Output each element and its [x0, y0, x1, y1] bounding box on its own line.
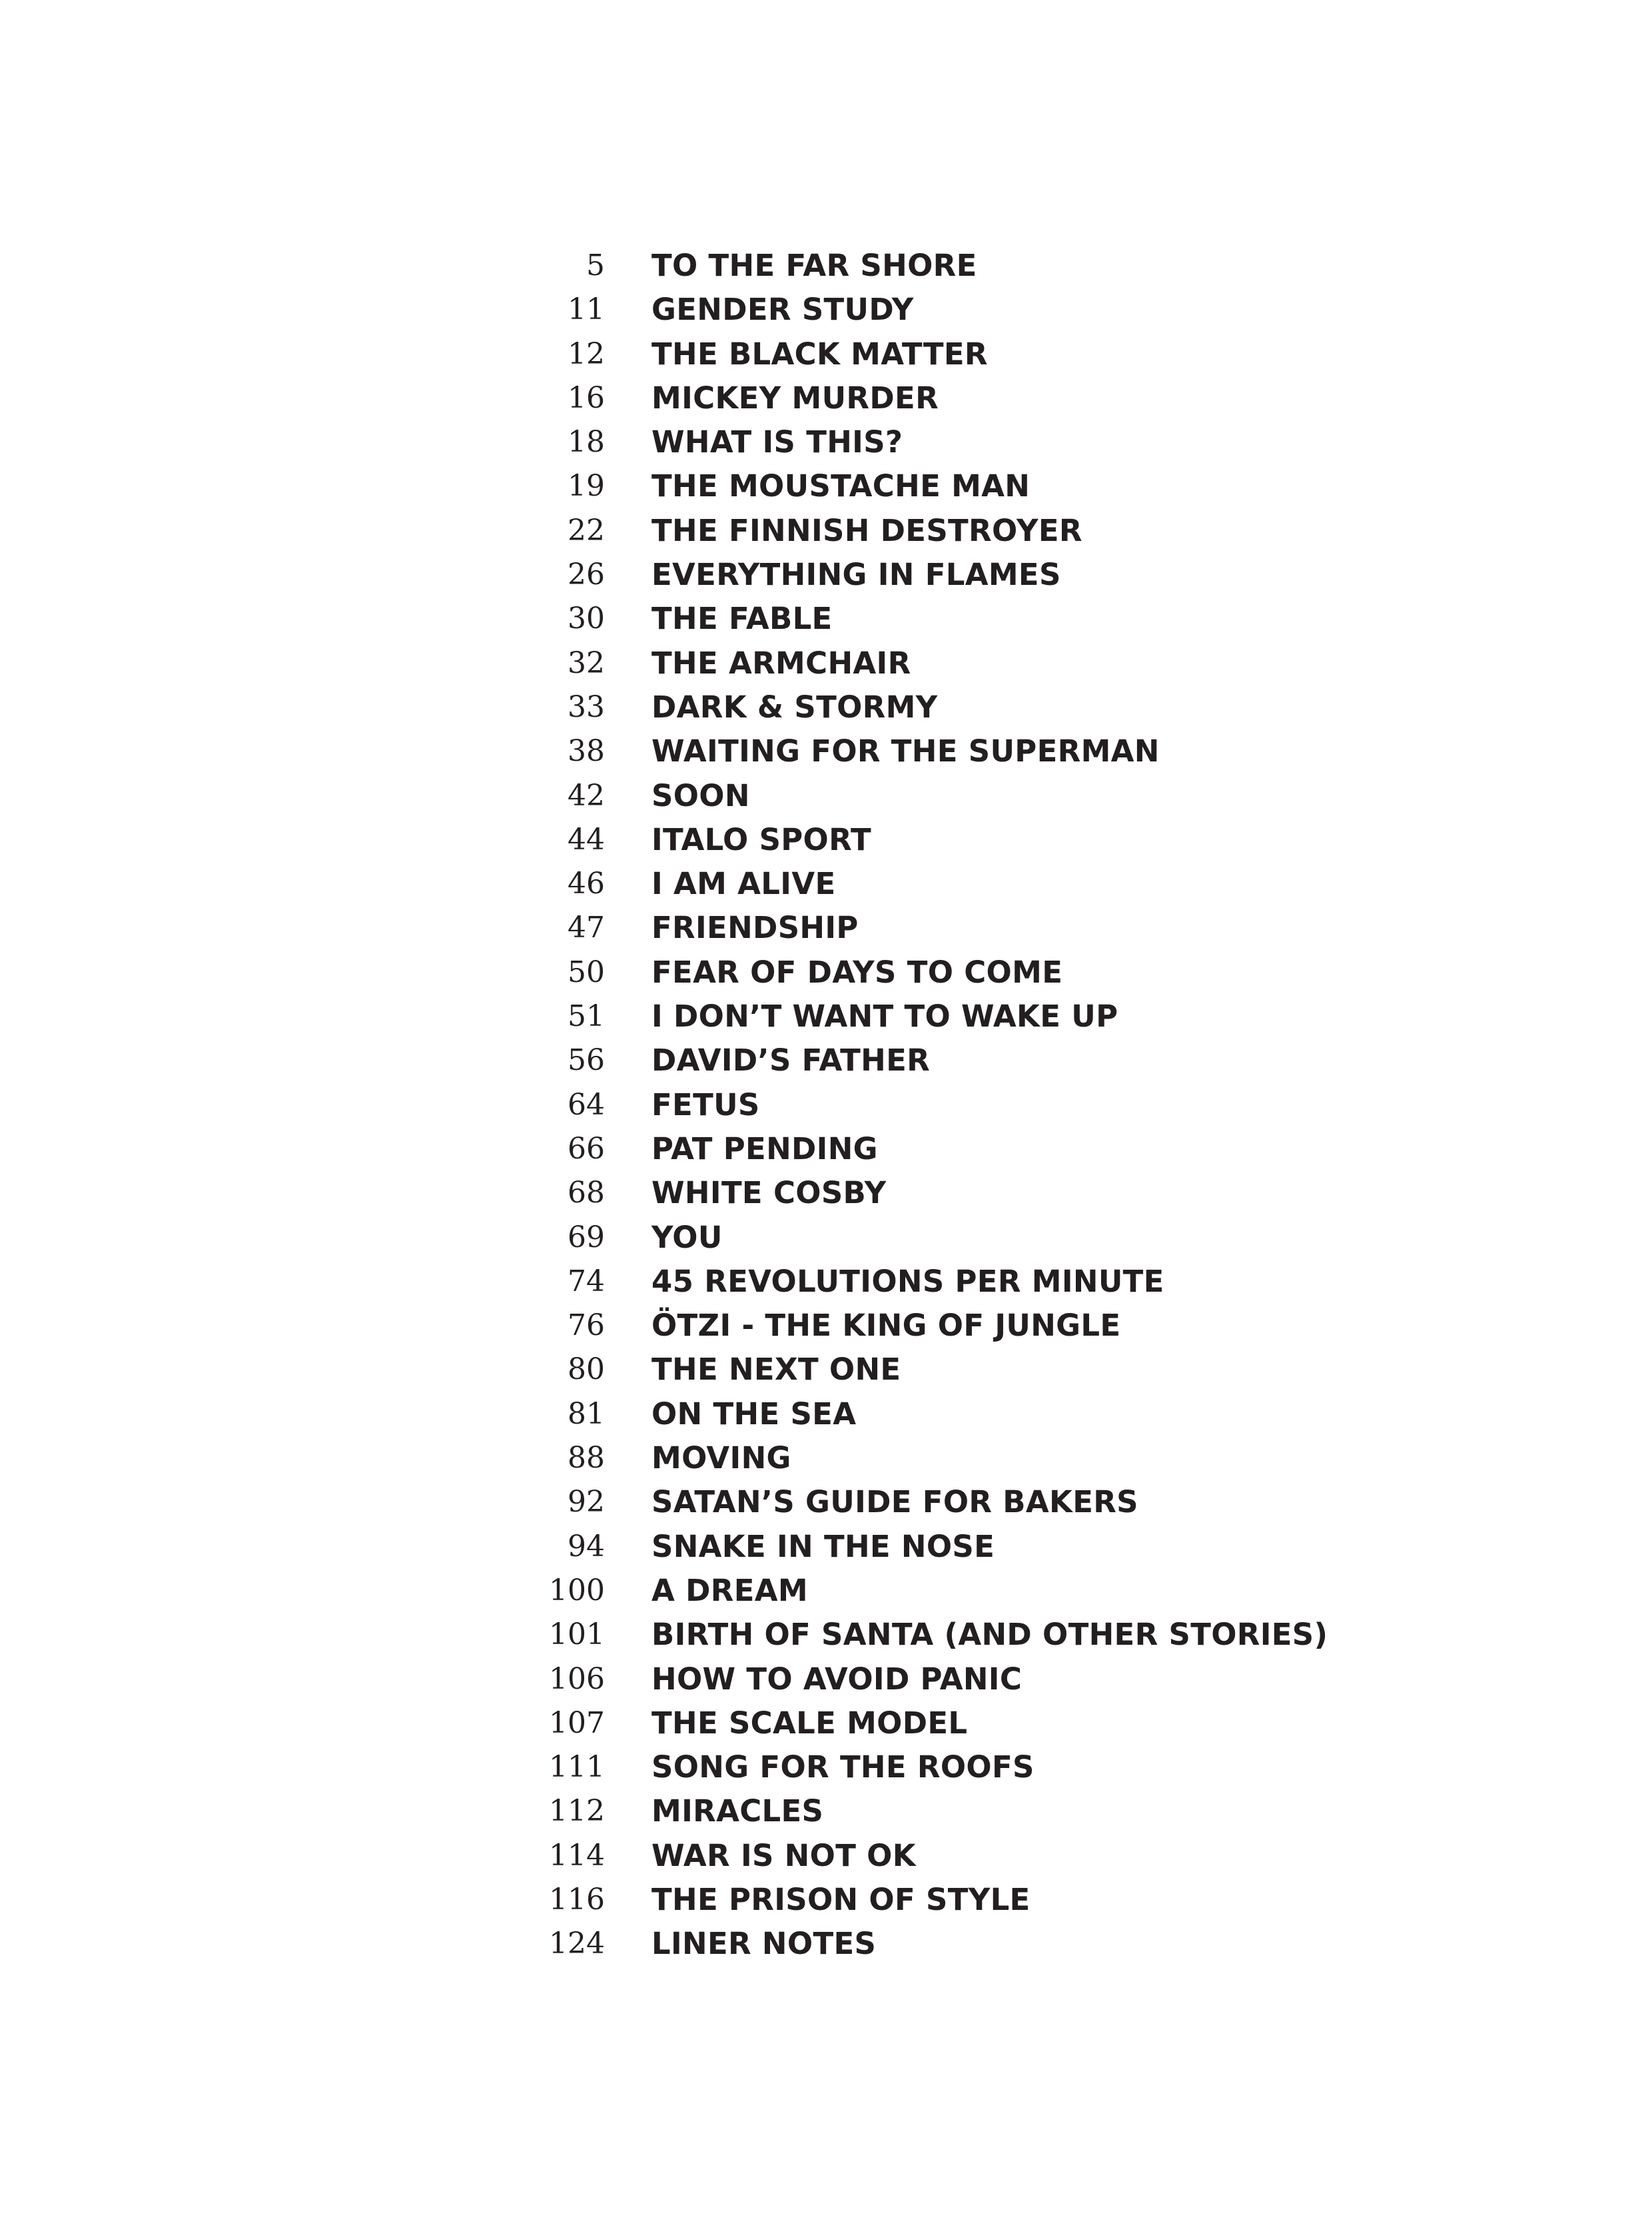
toc-entry-title: MICKEY MURDER — [651, 380, 939, 416]
toc-page-number: 80 — [568, 1352, 605, 1387]
toc-entry-title: A DREAM — [651, 1572, 808, 1608]
toc-entry-title: WHAT IS THIS? — [651, 424, 903, 460]
toc-entry-title: FRIENDSHIP — [651, 910, 859, 946]
toc-page-number: 42 — [568, 778, 605, 813]
toc-entry — [0, 729, 1652, 773]
table-of-contents — [0, 244, 1652, 1967]
toc-entry-title: THE ARMCHAIR — [651, 645, 911, 681]
toc-page-number: 12 — [568, 336, 605, 371]
toc-page-number: 114 — [549, 1838, 605, 1873]
toc-entry-title: THE FABLE — [651, 601, 833, 637]
toc-entry — [0, 1171, 1652, 1215]
toc-entry — [0, 420, 1652, 464]
toc-page-number: 47 — [568, 911, 605, 945]
toc-entry — [0, 1701, 1652, 1745]
toc-page-number: 111 — [549, 1750, 605, 1785]
toc-entry-title: MIRACLES — [651, 1793, 824, 1829]
toc-page-number: 11 — [568, 292, 605, 327]
toc-entry — [0, 995, 1652, 1039]
toc-entry-title: FETUS — [651, 1087, 760, 1122]
toc-entry-title: THE BLACK MATTER — [651, 336, 988, 372]
toc-entry — [0, 509, 1652, 553]
toc-page-number: 33 — [568, 689, 605, 724]
toc-entry-title: WAR IS NOT OK — [651, 1837, 916, 1873]
toc-page-number: 26 — [568, 558, 605, 592]
toc-entry — [0, 1878, 1652, 1922]
toc-page-number: 76 — [568, 1308, 605, 1343]
toc-page-number: 68 — [568, 1176, 605, 1210]
toc-page-number: 66 — [568, 1131, 605, 1166]
toc-entry-title: FEAR OF DAYS TO COME — [651, 954, 1063, 990]
toc-entry — [0, 597, 1652, 641]
toc-entry-title: 45 REVOLUTIONS PER MINUTE — [651, 1263, 1164, 1299]
toc-entry-title: SNAKE IN THE NOSE — [651, 1528, 995, 1564]
toc-entry — [0, 774, 1652, 818]
toc-entry — [0, 1436, 1652, 1480]
toc-entry — [0, 1525, 1652, 1569]
toc-page-number: 19 — [568, 469, 605, 504]
toc-page-number: 112 — [549, 1794, 605, 1829]
toc-entry — [0, 1304, 1652, 1348]
toc-entry-title: THE MOUSTACHE MAN — [651, 468, 1031, 504]
toc-entry — [0, 244, 1652, 288]
toc-page-number: 116 — [549, 1882, 605, 1917]
toc-entry — [0, 906, 1652, 950]
toc-entry — [0, 951, 1652, 995]
toc-entry-title: MOVING — [651, 1440, 791, 1476]
toc-page-number: 69 — [568, 1220, 605, 1254]
toc-entry — [0, 642, 1652, 685]
toc-page-number: 38 — [568, 734, 605, 769]
toc-entry-title: WHITE COSBY — [651, 1175, 887, 1211]
toc-page-number: 107 — [549, 1705, 605, 1740]
toc-entry-title: SOON — [651, 777, 750, 813]
toc-page-number: 32 — [568, 646, 605, 680]
toc-entry — [0, 1922, 1652, 1966]
toc-entry — [0, 1480, 1652, 1524]
toc-entry — [0, 1613, 1652, 1657]
toc-page-number: 106 — [549, 1661, 605, 1696]
toc-entry — [0, 1745, 1652, 1789]
toc-entry-title: SONG FOR THE ROOFS — [651, 1749, 1034, 1785]
toc-entry-title: ON THE SEA — [651, 1396, 857, 1432]
toc-page-number: 44 — [568, 822, 605, 857]
toc-page-number: 46 — [568, 867, 605, 901]
toc-entry — [0, 1127, 1652, 1171]
toc-page-number: 5 — [586, 248, 605, 282]
toc-entry — [0, 1834, 1652, 1878]
toc-entry-title: WAITING FOR THE SUPERMAN — [651, 733, 1160, 769]
toc-page-number: 81 — [568, 1396, 605, 1431]
toc-page-number: 51 — [568, 999, 605, 1034]
toc-entry — [0, 818, 1652, 862]
toc-page-number: 124 — [549, 1927, 605, 1961]
toc-entry-title: DAVID’S FATHER — [651, 1043, 931, 1079]
toc-entry-title: I DON’T WANT TO WAKE UP — [651, 999, 1118, 1035]
toc-page-number: 56 — [568, 1043, 605, 1078]
toc-entry — [0, 376, 1652, 420]
toc-entry-title: ITALO SPORT — [651, 821, 872, 857]
toc-entry-title: ÖTZI - THE KING OF JUNGLE — [651, 1308, 1121, 1344]
toc-entry-title: LINER NOTES — [651, 1926, 877, 1962]
toc-entry — [0, 332, 1652, 376]
toc-page-number: 100 — [549, 1573, 605, 1607]
toc-entry — [0, 1789, 1652, 1833]
toc-entry-title: BIRTH OF SANTA (AND OTHER STORIES) — [651, 1617, 1328, 1653]
toc-entry — [0, 553, 1652, 597]
toc-entry-title: THE SCALE MODEL — [651, 1705, 968, 1741]
toc-page-number: 101 — [549, 1617, 605, 1652]
toc-entry-title: THE NEXT ONE — [651, 1352, 901, 1388]
toc-entry-title: TO THE FAR SHORE — [651, 248, 977, 283]
toc-entry-title: EVERYTHING IN FLAMES — [651, 557, 1061, 593]
toc-entry — [0, 464, 1652, 508]
toc-page-number: 64 — [568, 1087, 605, 1122]
toc-page-number: 92 — [568, 1485, 605, 1520]
toc-page-number: 88 — [568, 1441, 605, 1476]
toc-entry — [0, 1039, 1652, 1083]
toc-entry-title: THE FINNISH DESTROYER — [651, 512, 1082, 548]
toc-entry — [0, 685, 1652, 729]
toc-entry — [0, 1260, 1652, 1304]
toc-entry-title: SATAN’S GUIDE FOR BAKERS — [651, 1484, 1138, 1520]
toc-page-number: 50 — [568, 955, 605, 989]
toc-entry — [0, 1216, 1652, 1260]
toc-entry-title: HOW TO AVOID PANIC — [651, 1661, 1023, 1697]
toc-page-number: 16 — [568, 380, 605, 415]
toc-entry-title: DARK & STORMY — [651, 689, 938, 725]
toc-entry — [0, 288, 1652, 332]
toc-page-number: 94 — [568, 1529, 605, 1563]
toc-page-number: 74 — [568, 1264, 605, 1298]
toc-entry — [0, 1569, 1652, 1613]
toc-entry-title: PAT PENDING — [651, 1130, 878, 1166]
toc-entry-title: I AM ALIVE — [651, 866, 836, 902]
toc-entry-title: YOU — [651, 1219, 723, 1255]
toc-page-number: 22 — [568, 513, 605, 548]
toc-entry — [0, 1083, 1652, 1127]
toc-page-number: 30 — [568, 602, 605, 636]
toc-entry — [0, 1657, 1652, 1701]
toc-entry — [0, 1348, 1652, 1392]
toc-page-number: 18 — [568, 425, 605, 460]
toc-entry — [0, 1392, 1652, 1436]
toc-entry — [0, 862, 1652, 906]
toc-entry-title: THE PRISON OF STYLE — [651, 1881, 1031, 1917]
toc-entry-title: GENDER STUDY — [651, 292, 914, 328]
